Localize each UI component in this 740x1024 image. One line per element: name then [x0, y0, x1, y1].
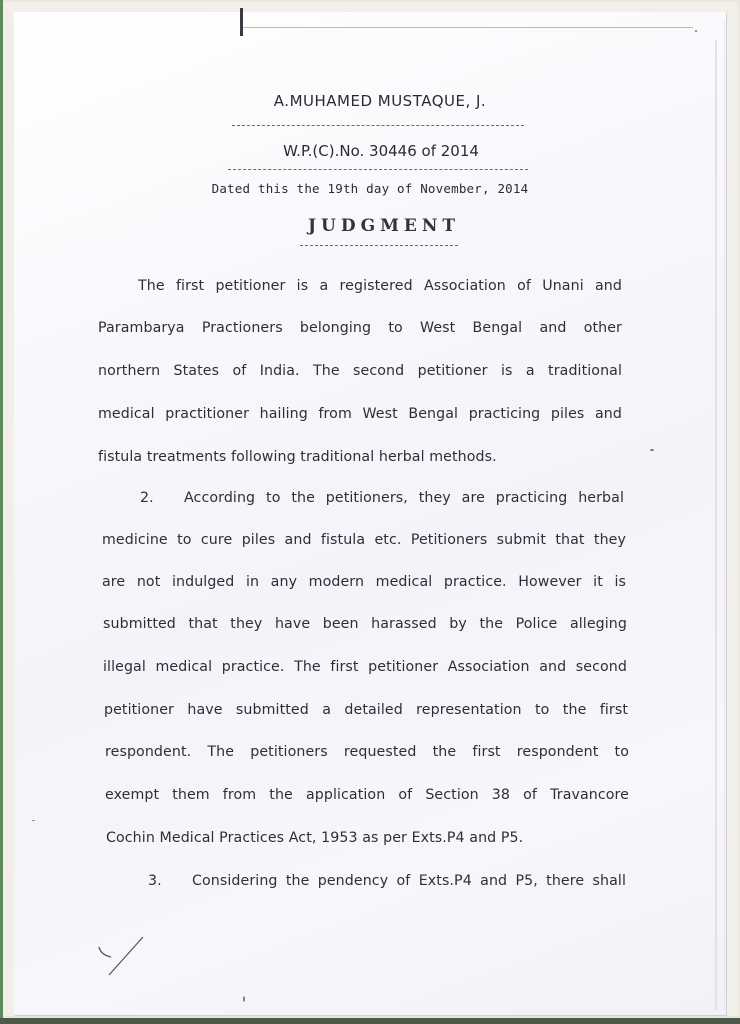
scan-edge-bottom	[0, 1018, 740, 1024]
document-page	[14, 12, 726, 1015]
top-rule	[243, 27, 693, 28]
page-fold-line	[724, 20, 725, 1010]
body-line: The first petitioner is a registered Association of Unani and	[138, 278, 622, 294]
body-line: exempt them from the application of Section 38 of Travancore	[105, 787, 629, 803]
body-line: medical practitioner hailing from West Bengal practicing piles and	[98, 406, 622, 422]
paragraph-number: 3.	[148, 873, 162, 889]
case-number: W.P.(C).No. 30446 of 2014	[283, 142, 479, 160]
body-line: are not indulged in any modern medical practice. However it is	[102, 574, 626, 590]
body-line: petitioner have submitted a detailed representation to the first	[104, 702, 628, 718]
scan-speck	[650, 449, 654, 451]
dashed-divider	[228, 169, 528, 170]
paragraph-number: 2.	[140, 490, 154, 506]
document-title: JUDGMENT	[307, 216, 461, 236]
scan-speck	[695, 30, 697, 32]
body-line: fistula treatments following traditional herbal methods.	[98, 449, 497, 465]
body-line: medicine to cure piles and fistula etc. Petitioners submit that they	[102, 532, 626, 548]
body-line: submitted that they have been harassed by the Police alleging	[103, 616, 627, 632]
body-line	[148, 873, 626, 889]
body-line-text: According to the petitioners, they are practicing herbal	[184, 490, 624, 506]
date-line: Dated this the 19th day of November, 2014	[211, 181, 529, 196]
body-line: illegal medical practice. The first petitioner Association and second	[103, 659, 627, 675]
body-line: northern States of India. The second petitioner is a traditional	[98, 363, 622, 379]
body-line-text: Considering the pendency of Exts.P4 and P5, there shall	[192, 873, 626, 889]
body-line: respondent. The petitioners requested the first respondent to	[105, 744, 629, 760]
dashed-divider	[232, 125, 524, 126]
body-line: Cochin Medical Practices Act, 1953 as per Exts.P4 and P5.	[106, 830, 524, 846]
dashed-divider	[300, 245, 458, 246]
body-line: Parambarya Practioners belonging to West Bengal and other	[98, 320, 622, 336]
staple-mark	[240, 8, 243, 36]
scan-speck	[243, 996, 245, 1002]
handwritten-tick-mark	[95, 935, 155, 980]
judge-name: A.MUHAMED MUSTAQUE, J.	[273, 92, 487, 110]
scan-speck	[32, 820, 35, 821]
body-line	[140, 490, 624, 506]
